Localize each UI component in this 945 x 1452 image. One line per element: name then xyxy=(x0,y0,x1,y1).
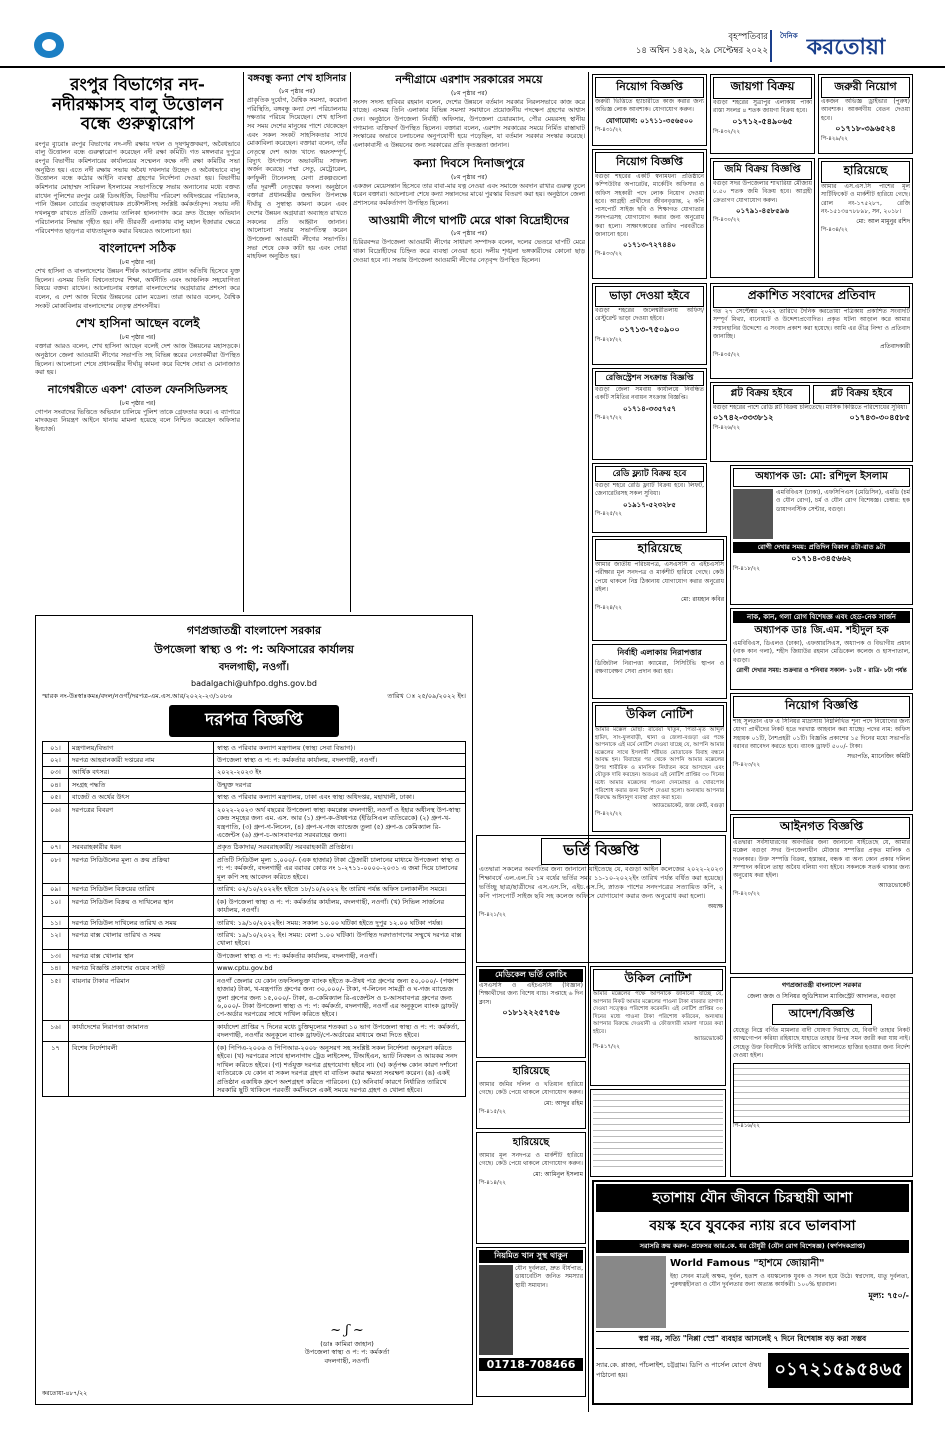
legal-body: এতদ্বারা সর্বসাধারণের অবগতির জন্য জানানো যাইতেছে যে, আমার মক্কেল বগুড়া সদর উপজেলাধীন মৌজার সম্পত্তির প্রকৃত মালিক ও দখলকার। উক্ত সম্পত্তি বিক্রয়, হস্তান্তর, বন্ধক বা অন্য কোন প্রকার দলিল সম্পাদন করিলে তাহা অবৈধ বলিয়া গণ্য হইবে। সকলকে সতর্ক থাকার জন্য অনুরোধ করা হইল। xyxy=(733,839,910,880)
admission-signer: অধ্যক্ষ xyxy=(707,902,723,910)
bigad-address: স্যার.কে. প্লাজা, পাঁচলাইশ, চট্টগ্রাম। ডিপি ও পার্সেল যোগে ঔষধ পাঠানো হয়। xyxy=(596,1361,762,1379)
tender-row xyxy=(43,779,466,791)
lawyer2-body: আমার মক্কেলের পক্ষে আপনাকে জানানো যাচ্ছে যে, আপনার নিকট আমার মক্কেলের পাওনা টাকা বারবার তাগাদা দেওয়া সত্ত্বেও পরিশোধ করেননি। এই নোটিশ প্রাপ্তির ৩০ দিনের মধ্যে পাওনা টাকা পরিশোধ করিবেন, অন্যথায় আপনার বিরুদ্ধে দেওয়ানী ও ফৌজদারী মামলা দায়ের করা হইবে। xyxy=(593,991,723,1035)
tender-cell-v: তারিখ: ১৯/১০/২০২২ ইং। সময়: বেলা ১.০০ ঘটিকা। উপস্থিত দরদাতাগণের সম্মুখে দরপত্র বাক্স খোলা হইবে। xyxy=(214,929,466,950)
urgent-job-title: জরুরী নিয়োগ xyxy=(821,77,910,98)
bigad-phone: ০১৭২১৫৯৫৪৬৫ xyxy=(768,1353,909,1388)
news7-sub: (৮ম পৃষ্ঠার পর) xyxy=(450,173,488,181)
lawyer1-signer: অ্যাডভোকেট, জজ কোর্ট, বগুড়া xyxy=(652,802,724,809)
tender-cell-v: প্রতিটি সিডিউল মূল্য ১,০০০/- (এক হাজার) টাকা ট্রেজারী চালানের মাধ্যমে উপজেলা স্বাস্থ্য ও প: প: কর্মকর্তা, বদলগাছী এর বরাবর কোড নং ১-২৭১১-০০০০-২০৩১ এ জমা দিয়ে চালানের মূল কপি সহ আবেদন করিতে হইবে। xyxy=(214,854,466,883)
tender-email[interactable]: badalgachi@uhfpo.dghs.gov.bd xyxy=(191,679,317,688)
land-sale-phone: ০১৭১২-৫৪৯০৬৫ xyxy=(732,116,793,126)
tender-table xyxy=(42,741,466,1097)
tender-cell-k: বায়নার টাকার পরিমান xyxy=(69,975,214,1021)
tender-signature xyxy=(282,1322,412,1366)
news6-headline: নন্দীগ্রামে এরশাদ সরকারের সময়ে xyxy=(395,73,543,86)
tender-cell-n: ০৬। xyxy=(43,804,69,842)
job1-phone: যোগাযোগ: ০১৭১১-৩৫৬৫০০ xyxy=(605,116,694,125)
masthead xyxy=(0,0,945,68)
lost4-body: আমার মূল সনদপত্র ও মার্কশীট হারিয়ে গেছে। কেউ পেয়ে থাকলে যোগাযোগ করুন। xyxy=(479,1152,583,1168)
tender-cell-k: বাজেট ও অর্থের উৎস xyxy=(69,791,214,803)
notice-filler xyxy=(590,1089,726,1177)
lawyer-notice-1 xyxy=(592,702,727,832)
lost3-title: হারিয়েছে xyxy=(512,1066,550,1077)
lost3-body: আমার জমির দলিল ও খতিয়ান হারিয়ে গেছে। কেউ পেয়ে থাকলে যোগাযোগ করুন। xyxy=(479,1081,583,1097)
news1-body: রংপুর ব্যুরোঃ রংপুর বিভাগের নদ-নদী রক্ষায় দখল ও দূষণমুক্তকরণ, অবৈধভাবে বালু উত্তোলন বন্ধে গুরুত্বারোপ করেছেন নদী রক্ষা কমিটি। গত মঙ্গলবার দুপুরে রংপুর বিভাগীয় কমিশনারের কার্যালয়ের সম্মেলন কক্ষে নদী রক্ষা কমিটির সভা অনুষ্ঠিত হয়। এতে নদী রক্ষায় সভায় অবৈধ দখলদার উচ্ছেদ ও অবৈধভাবে বালু উত্তোলন বন্ধে কঠোর আইনি ব্যবস্থা গ্রহণের নির্দেশনা দেওয়া হয়। বিভাগীয় কমিশনার মোহাম্মদ সাবিরুল ইসলামের সভাপতিত্বে সভায় অন্যান্যের মধ্যে বক্তব্য রাখেন পুলিশের রংপুর রেঞ্জ ডিআইজি, বিভাগীয় পরিবেশ অধিদপ্তরের পরিচালক, পানি উন্নয়ন বোর্ডের তত্ত্বাবধায়ক প্রকৌশলীসহ সংশ্লিষ্ট কর্মকর্তাবৃন্দ। সভায় নদী দখলমুক্ত রাখতে প্রতিটি জেলায় তালিকা হালনাগাদ করে দ্রুত উচ্ছেদ অভিযান পরিচালনার সিদ্ধান্ত গৃহীত হয়। নদী তীরবর্তী এলাকায় বালু মহাল ইজারার ক্ষেত্রে পরিবেশগত ছাড়পত্র বাধ্যতামূলক করার বিষয়েও আলোচনা হয়। xyxy=(35,140,240,235)
herbal-title: নিয়মিত খান সুস্থ থাকুন xyxy=(479,1250,583,1263)
tender-office: উপজেলা স্বাস্থ্য ও প: প: অফিসারের কার্যালয় xyxy=(154,643,354,656)
doctor2-specialty: নাক, কান, গলা রোগ বিশেষজ্ঞ এবং হেড-নেক সার্জন xyxy=(733,611,910,623)
column-divider xyxy=(243,72,244,612)
job-ad-2 xyxy=(592,149,707,279)
tender-cell-k: মন্ত্রণালয়/বিভাগ xyxy=(69,742,214,754)
news-column-2 xyxy=(247,72,347,612)
signature-icon: ~ ʃ ~ xyxy=(330,1323,364,1339)
coaching-title: মেডিকেল ভর্তি কোচিং xyxy=(479,969,583,982)
land-notice-body: বগুড়া সদর উপজেলার শাখারিয়া মৌজায় ৮.৫০ শতক জমি বিক্রয় হবে। আগ্রহী ক্রেতাগণ যোগাযোগ করুন। xyxy=(713,180,812,204)
professor-photo-icon xyxy=(596,1256,666,1328)
tender-cell-k: সরবরাহকারীর ধরন xyxy=(69,841,214,853)
doctor-ad-2 xyxy=(730,608,913,690)
herbal-bottle-icon xyxy=(479,1265,513,1355)
tender-cell-v: ২০২২-২০২৩ ইং xyxy=(214,766,466,778)
lost1-code: পি-৪৩৪/২২ xyxy=(821,227,849,234)
tender-row xyxy=(43,791,466,803)
tender-row xyxy=(43,754,466,766)
land-sale-notice xyxy=(710,158,815,278)
tender-row xyxy=(43,804,466,842)
lost2-title: হারিয়েছে xyxy=(595,539,724,561)
flat-sale-ad xyxy=(592,463,707,533)
plot1-phone: ০১৭৪২-৩৩৩৮১২ xyxy=(713,413,774,423)
lawyer1-title: উকিল নোটিশ xyxy=(595,705,724,727)
land-sale-title: জায়গা বিক্রয় xyxy=(713,77,812,99)
doctor1-photo-icon xyxy=(733,489,773,539)
tender-cell-n: ০৩। xyxy=(43,766,69,778)
rent-phone: ০১৭১৩-৭৫০৯০০ xyxy=(619,324,680,334)
news-column-3 xyxy=(353,72,585,612)
news4-body: গোপন সংবাদের ভিত্তিতে অভিযান চালিয়ে পুলিশ তাকে গ্রেফতার করে। এ ব্যাপারে মাদকদ্রব্য নিয়ন্ত্রণ আইনে থানায় মামলা হয়েছে বলে নিশ্চিত করেছেন অফিসার ইনচার্জ। xyxy=(35,408,240,433)
admission-title: ভর্তি বিজ্ঞপ্তি xyxy=(541,838,661,865)
plot-code: পি-৪২৬/২২ xyxy=(713,425,741,432)
lost3-code: পি-৪১৫/২২ xyxy=(479,1108,507,1115)
news1-headline: রংপুর বিভাগের নদ-নদীরক্ষাসহ বালু উত্তোলন বন্ধে গুরুত্বারোপ xyxy=(51,75,224,135)
land-notice-title: জমি বিক্রয় বিজ্ঞপ্তি xyxy=(713,161,812,180)
tender-cell-n: ০১। xyxy=(43,742,69,754)
flat-title: রেডি ফ্ল্যাট বিক্রয় হবে xyxy=(595,466,704,482)
tender-cell-v: নওগাঁ জেলার যে কোন তফসিলভুক্ত ব্যাংক হইতে ক-ঔষধ পত্র গ্রুপের জন্য ৫০,০০০/- (পঞ্চাশ হাজার) টাকা, খ-যন্ত্রপাতি গ্রুপের জন্য ৩০,০০০/- টাকা, গ-লিনেন সামগ্রী ও ঘ-গজ ব্যান্ডেজ তুলা গ্রুপের জন্য ১৫,০০০/- টাকা, ঙ-কেমিক্যাল রি-এজেন্টস ও চ-আসবাবপত্র গ্রুপের জন্য ৬,০০০/- টাকা উপজেলা স্বাস্থ্য ও প: প: কর্মকর্তা, বদলগাছী, নওগাঁ এর অনুকূলে ব্যাংক ড্রাফট/পে-অর্ডার দরপত্রের সাথে দাখিল করিতে হইবে। xyxy=(214,975,466,1021)
newspaper-brand xyxy=(770,30,920,62)
registration-ad xyxy=(592,368,707,460)
tender-cell-n: ১১। xyxy=(43,917,69,929)
tender-memo: স্মারক নং-উঃস্বাঃকমঃ/বদল/নওগাঁ/দরপত্র-এম.এস.আর/২০২২-২৩/১০৮৬ xyxy=(42,692,233,700)
tender-cell-n: ০৮। xyxy=(43,854,69,883)
job3-signer: সভাপতি, ম্যানেজিং কমিটি xyxy=(847,753,910,761)
rent-body: বগুড়া শহরের জলেশ্বরীতলায় অফিস/রেস্টুরেন্ট ভাড়া দেওয়া হইবে। xyxy=(595,307,704,323)
registration-title: রেজিস্ট্রেশন সংক্রান্ত বিজ্ঞপ্তি xyxy=(595,371,704,386)
security-title: নির্বাহী এলাকায় নিরাপত্তার xyxy=(617,647,702,657)
tender-cell-n: ০৪। xyxy=(43,779,69,791)
tender-office-place: বদলগাছী, নওগাঁ। xyxy=(218,662,290,673)
plot2-title: প্লট বিক্রয় হইবে xyxy=(813,385,910,404)
tender-title: দরপত্র বিজ্ঞপ্তি xyxy=(169,705,339,737)
bigad-price: মূল্য: ৭৫০/- xyxy=(868,1290,909,1300)
header-date: ১৪ অশ্বিন ১৪২৯, ২৯ সেপ্টেম্বর ২০২২ xyxy=(635,46,768,56)
protest-title: প্রকাশিত সংবাদের প্রতিবাদ xyxy=(713,286,910,308)
tender-row xyxy=(43,883,466,895)
signature-name: (ডাঃ কামিরা জাহান) xyxy=(320,1339,374,1348)
news3-sub: (৮ম পৃষ্ঠার পর) xyxy=(119,334,156,342)
lost1-body: আমার এস.এস.সি পাশের মূল সার্টিফিকেট ও মার্কশীট হারিয়ে গেছে। রোল নং-১৭৫২৮৭, রেজি নং-১৫১৩৪৭৮৮৯৮, সন, ২০১৮। xyxy=(821,183,910,215)
job3-title: নিয়োগ বিজ্ঞপ্তি xyxy=(733,696,910,718)
tender-cell-v: উপজেলা স্বাস্থ্য ও প: প: কর্মকর্তার কার্যালয়, বদলগাছী, নওগাঁ। xyxy=(214,754,466,766)
lawyer2-signer: অ্যাডভোকেট xyxy=(694,1036,723,1043)
tender-cell-k: দরপত্রের বিবরণ xyxy=(69,804,214,842)
rent-ad xyxy=(592,283,707,365)
news4-headline: নাগেশ্বরীতে একশ' বোতল ফেনসিডিলসহ xyxy=(47,382,228,396)
plot2-phone: ০১৭৪৩-৩০৪৫৮৫ xyxy=(849,413,910,423)
news2-body: শেখ হাসিনা ও বাংলাদেশের উন্নয়ন শীর্ষক আলোচনায় প্রধান অতিথি হিসেবে যুক্ত ছিলেন। এসময় তিনি বিশ্বনেতাদের শিক্ষা, অর্থনীতি এবং আঞ্চলিক সহযোগিতা বিষয়ে বক্তব্য রাখেন। আলোচনায় বক্তারা বাংলাদেশের অগ্রযাত্রার প্রশংসা করে বলেন, এ দেশ আজ বিশ্বের উন্নয়নের রোল মডেল। তারা আরও বলেন, বৈশ্বিক সংকট মোকাবিলায় বাংলাদেশের নেতৃত্ব প্রশংসনীয়। xyxy=(35,268,240,310)
tender-cell-k: দরপত্র আহবানকারী দপ্তরের নাম xyxy=(69,754,214,766)
news-column-1 xyxy=(35,72,240,612)
registration-code: পি-৪২৭/২২ xyxy=(595,414,623,421)
doctor2-body: এমবিবিএস, ডিএলও (ঢাকা), এফআরসিএস, অধ্যাপক ও বিভাগীয় প্রধান (নাক কান গলা), শহীদ জিয়াউর রহমান মেডিকেল কলেজ ও হাসপাতাল, বগুড়া। xyxy=(733,640,910,664)
tender-cell-v: তারিখ: ০২/১০/২০২২ইং হইতে ১৮/১০/২০২২ ইং তারিখ পর্যন্ত অফিস চলাকালীন সময়ে। xyxy=(214,883,466,895)
bigad-brand: World Famous "হাশমে জোয়ানী" xyxy=(670,1258,825,1269)
court-notice xyxy=(730,977,913,1177)
notice-text-lines xyxy=(593,1092,723,1172)
admission-body: এতদ্বারা সকলের অবগতির জন্য জানানো যাইতেছে যে, বগুড়া আইন কলেজের ২০২২-২০২৩ শিক্ষাবর্ষে এল.এল.বি ১ম বর্ষের ভর্তির সময় ১১-১০-২০২২ইং তারিখ পর্যন্ত বর্ধিত করা হয়েছে। ভর্তিচ্ছু ছাত্র/ছাত্রীদের এস.এস.সি, এইচ.এস.সি, স্নাতক পাশের সনদপত্রের সত্যায়িত কপি, ২ কপি পাসপোর্ট সাইজ ছবি সহ কলেজ অফিসে যোগাযোগ করার জন্য অনুরোধ করা হলো। xyxy=(479,865,723,900)
tender-cell-k: দরপত্র সিডিউল দাখিলের তারিখ ও সময় xyxy=(69,917,214,929)
coaching-phone: ০১৮১২২২৫৭৫৬ xyxy=(502,1007,560,1017)
legal-notice xyxy=(730,814,913,974)
legal-title: আইনগত বিজ্ঞপ্তি xyxy=(733,817,910,839)
herbal-ad xyxy=(476,1247,586,1397)
tender-cell-v: তারিখ: ১৯/১০/২০২২ইং। সময়: সকাল ১০.০০ ঘটিকা হইতে দুপুর ১২.০০ ঘটিকা পর্যন্ত। xyxy=(214,917,466,929)
news5-headline: বঙ্গবন্ধু কন্যা শেখ হাসিনার xyxy=(247,73,347,84)
lost3-name: মো: আব্দুর রহিম xyxy=(543,1099,583,1107)
tender-cell-k: দরপত্র সিডিউলের মূল্য ও ক্রয় প্রক্রিয়া xyxy=(69,854,214,883)
column-divider xyxy=(588,72,589,1412)
lost4-code: পি-৪১৪/২২ xyxy=(479,1179,507,1186)
tender-cell-v: (ক) উপজেলা স্বাস্থ্য ও প: প: কর্মকর্তার কার্যালয়, বদলগাছী, নওগাঁ। (খ) সিভিল সার্জনের কার্যালয়, নওগাঁ। xyxy=(214,896,466,917)
lost1-name: মো: আল মামুনুর রশিদ xyxy=(856,218,910,226)
brand-name: করতোয়া xyxy=(806,34,886,60)
protest-notice xyxy=(710,283,913,379)
urgent-job-code: পি-৪২৯/২২ xyxy=(821,135,849,142)
news3-body: বক্তারা আরও বলেন, শেখ হাসিনা আছেন বলেই দেশ আজ উন্নয়নের মহাসড়কে। অনুষ্ঠানে জেলা আওয়ামী লীগের সভাপতি সহ বিভিন্ন স্তরের নেতাকর্মীরা উপস্থিত ছিলেন। আলোচনা শেষে প্রধানমন্ত্রীর দীর্ঘায়ু কামনা করে বিশেষ দোয়া ও মোনাজাত করা হয়। xyxy=(35,343,240,377)
tender-cell-k: সংগ্রহ পদ্ধতি xyxy=(69,779,214,791)
job-ad-1 xyxy=(592,74,707,146)
job1-title: নিয়োগ বিজ্ঞপ্তি xyxy=(595,77,704,98)
coaching-body: এসএসসি ও এইচএসসি (বিজ্ঞান) শিক্ষার্থীদের জন্য বিশেষ ব্যাচ। সপ্তাহে ৬ দিন ক্লাস। xyxy=(479,982,583,1006)
urgent-job-body: একজন অভিজ্ঞ ড্রাইভার (পুরুষ) আবশ্যক। আকর্ষণীয় বেতন দেওয়া হবে। xyxy=(821,98,910,122)
protest-signer: প্রতিবাদকারী xyxy=(880,343,910,351)
court-table xyxy=(733,1063,910,1123)
land-sale-code: পি-৪৩২/২২ xyxy=(713,128,741,135)
tender-cell-k: আর্থিক বৎসর। xyxy=(69,766,214,778)
flat-code: পি-৪২৫/২২ xyxy=(595,510,623,517)
land-sale-body: বগুড়া শহরের সুত্রাপুর এলাকায় পাকা রাস্তা সংলগ্ন ৪ শতক জায়গা বিক্রয় হবে। xyxy=(713,99,812,115)
tender-row xyxy=(43,929,466,950)
tender-row xyxy=(43,742,466,754)
tender-cell-n: ০২। xyxy=(43,754,69,766)
court-body: যেহেতু নিম্নে বর্ণিত মামলার বাদী ঘোষণা দিয়াছে যে, বিবাদী তাহার নিকট আত্মগোপন করিয়া রহিয়াছে যাহাতে তাহার উপর সমন জারী করা যায় নাই। সেহেতু উক্ত বিবাদীকে নির্দিষ্ট তারিখে আদালতে হাজির হওয়ার জন্য নির্দেশ দেওয়া হইল। xyxy=(733,1027,910,1059)
lost-ad-1 xyxy=(818,158,913,278)
admission-code: পি-৪২১/২২ xyxy=(479,911,507,918)
lost2-code: পি-৪২৪/২২ xyxy=(595,605,623,612)
land-notice-phone: ০১৭৯১-৪৫৮৫৯৬ xyxy=(736,206,789,215)
lost1-title: হারিয়েছে xyxy=(821,161,910,183)
tender-gov: গণপ্রজাতন্ত্রী বাংলাদেশ সরকার xyxy=(186,624,322,637)
news2-headline: বাংলাদেশ সঠিক xyxy=(99,241,176,256)
tender-cell-n: ১৫। xyxy=(43,975,69,1021)
signature-title: উপজেলা স্বাস্থ্য ও প: প: কর্মকর্তা xyxy=(304,1348,390,1357)
tender-row xyxy=(43,854,466,883)
news2-sub: (৮ম পৃষ্ঠার পর) xyxy=(119,259,156,266)
herbal-phone: 01718-708466 xyxy=(479,1358,583,1371)
lawyer1-body: আমার মক্কেল মোছা: রাবেয়া খাতুন, পিতা-মৃত আব্দুল হামিদ, সাং-ফুলবাড়ী, থানা ও জেলা-বগুড়া এর পক্ষে আপনাকে এই মর্মে নোটিশ দেওয়া যাচ্ছে যে, আপনি আমার মক্কেলের সাথে ইসলামী শরীয়ত মোতাবেক বিবাহ বন্ধনে আবদ্ধ হন। বিবাহের পর থেকে আপনি আমার মক্কেলের উপর শারীরিক ও মানসিক নির্যাতন করে আসছেন এবং যৌতুক দাবি করছেন। অতএব এই নোটিশ প্রাপ্তির ৩০ দিনের মধ্যে আমার মক্কেলের পাওনা দেনমোহর ও খোরপোষ পরিশোধ করার জন্য নির্দেশ দেওয়া হলো। অন্যথায় আপনার বিরুদ্ধে আইনানুগ ব্যবস্থা গ্রহণ করা হবে। xyxy=(595,727,724,802)
tender-cell-n: ১২। xyxy=(43,929,69,950)
middle-ad-column xyxy=(476,966,586,1406)
logo-inner-icon xyxy=(42,39,56,51)
herbal-big-ad xyxy=(592,1180,913,1405)
news8-body: চিরিরবন্দর উপজেলা আওয়ামী লীগের সাধারণ সম্পাদক বলেন, দলের ভেতরে ঘাপটি মেরে থাকা বিদ্রোহীদের চিহ্নিত করে ব্যবস্থা নেওয়া হবে। দলীয় শৃঙ্খলা ভঙ্গকারীদের কোনো ছাড় দেওয়া হবে না। সভায় উপজেলা আওয়ামী লীগের নেতৃবৃন্দ উপস্থিত ছিলেন। xyxy=(353,239,585,264)
security-ad xyxy=(592,644,727,699)
tender-cell-n: ১৭ xyxy=(43,1042,69,1097)
tender-cell-v: www.cptu.gov.bd xyxy=(214,962,466,974)
bigad-line3: সরাসরি ক্রয় করুন- প্রফেসর আর.কে. ধর চৌধুরী (যৌন রোগ বিশেষজ্ঞ) (স্বর্ণপদকপ্রাপ্ত) xyxy=(596,1240,909,1253)
job1-code: পি-৪৩১/২২ xyxy=(595,126,623,133)
lawyer-notice-2 xyxy=(590,966,726,1086)
tender-cell-k: কার্যাদেশের নিরাপত্তা জামানত xyxy=(69,1021,214,1042)
news8-sub: (৮ম পৃষ্ঠার পর) xyxy=(450,230,488,238)
herbal-body: যৌন দুর্বলতা, দ্রুত বীর্যপাত, ডায়াবেটিস জনিত সমস্যার স্থায়ী সমাধান। xyxy=(515,1265,583,1289)
tender-cell-k: দরপত্র বাক্স খোলার স্থান xyxy=(69,950,214,962)
protest-code: পি-৪৩৫/২২ xyxy=(713,352,741,359)
tender-cell-n: ১৪। xyxy=(43,962,69,974)
tender-cell-v: প্রকৃত ঠিকাদার/ সরবরাহকারী/ সরবরাহকারী প্রতিষ্ঠান। xyxy=(214,841,466,853)
job-ad-3 xyxy=(730,693,913,811)
flat-phone: ০১৯১৭-৫২৩২৮৫ xyxy=(623,500,676,509)
doctor-ad-1 xyxy=(730,465,913,605)
job2-title: নিয়োগ বিজ্ঞপ্তি xyxy=(595,152,704,173)
tender-cell-k: দরপত্র বাক্স খোলার তারিখ ও সময় xyxy=(69,929,214,950)
tender-cell-k: দরপত্র বিজ্ঞপ্তি প্রকাশের ওয়েব সাইট xyxy=(69,962,214,974)
legal-code: পি-৪২০/২২ xyxy=(733,891,761,898)
job3-code: পি-৪২৩/২২ xyxy=(733,762,761,769)
tender-cell-k: বিশেষ নির্দেশাবলী xyxy=(69,1042,214,1097)
protest-body: গত ২৭ সেপ্টেম্বর ২০২২ তারিখে দৈনিক করতোয়া পত্রিকায় প্রকাশিত সংবাদটি সম্পূর্ণ মিথ্যা, বানোয়াট ও উদ্দেশ্যপ্রণোদিত। প্রকৃত ঘটনা আড়াল করে আমার সম্মানহানির উদ্দেশ্যে এ সংবাদ প্রকাশ করা হয়েছে। আমি এর তীব্র নিন্দা ও প্রতিবাদ জানাচ্ছি। xyxy=(713,308,910,340)
tender-cell-n: ১৬। xyxy=(43,1021,69,1042)
lost-ad-4 xyxy=(476,1132,586,1244)
doctor2-time: রোগী দেখার সময়: শুক্রবার ও শনিবার সকাল- ১০টা - রাত্রি- ৮টা পর্যন্ত xyxy=(736,666,907,674)
tender-code: করতোয়া-৪৮৭/২২ xyxy=(42,1390,88,1397)
brand-small: দৈনিক xyxy=(780,31,798,40)
urgent-job-phone: ০১৭১৮-৩৯৬৫২৪ xyxy=(835,123,896,133)
tender-row xyxy=(43,917,466,929)
bigad-line4: স্বপ্ন নয়, সত্যি "নিপ্পা স্প্রে" ব্যবহার আসলেই ৭ দিনে বিশেষাঙ্গ বড় করা সম্ভব xyxy=(596,1331,909,1349)
tender-cell-v: (ক) পিপিএ-২০০৬ ও পিপিআর-২০০৮ অনুসরণ সহ সংশ্লিষ্ট সকল নির্দেশনা অনুসরণ করিতে হইবে। (খ) দরপত্রের সাথে হালনাগাদ ট্রেড লাইসেন্স, টিআইএন, ভ্যাট নিবন্ধন ও আয়কর সনদ দাখিল করিতে হইবে। (গ) শর্তযুক্ত দরপত্র গ্রহণযোগ্য হইবে না। (ঘ) কর্তৃপক্ষ কোন কারণ দর্শানো ব্যতিরেকে যে কোন বা সকল দরপত্র গ্রহণ বা বাতিল করার ক্ষমতা সংরক্ষণ করেন। (ঙ) একই প্রতিষ্ঠান একাধিক গ্রুপে অংশগ্রহণ করিতে পারিবেন। (চ) অনিবার্য কারণে নির্ধারিত তারিখে সরকারি ছুটি থাকিলে পরবর্তী কর্মদিবসে একই সময়ে দরপত্র গ্রহণ ও খোলা হইবে। xyxy=(214,1042,466,1097)
tender-cell-k: দরপত্র সিডিউল বিক্রয়ের তারিখ xyxy=(69,883,214,895)
court-code: পি-৪১৬/২২ xyxy=(733,1123,761,1130)
news6-body: সংসদ সদস্য হাবিবর রহমান বলেন, দেশের উন্নয়নে বর্তমান সরকার নিরলসভাবে কাজ করে যাচ্ছে। এসময় তিনি এলাকার বিভিন্ন সমস্যা সমাধানে প্রয়োজনীয় পদক্ষেপ গ্রহণের আশ্বাস দেন। অনুষ্ঠানে উপজেলা নির্বাহী অফিসার, উপজেলা চেয়ারম্যান, পৌর মেয়রসহ স্থানীয় গণ্যমান্য ব্যক্তিবর্গ উপস্থিত ছিলেন। বক্তারা বলেন, এরশাদ সরকারের সময়ে নির্মিত রাস্তাঘাট সংস্কারের অভাবে চলাচলের অনুপযোগী হয়ে পড়েছিল, যা বর্তমান সরকার সংস্কার করেছে। এলাকাবাসী এ উন্নয়নের জন্য সরকারের প্রতি কৃতজ্ঞতা জানান। xyxy=(353,98,585,150)
tender-row xyxy=(43,975,466,1021)
bigad-body: ইহা সেবন মাত্রই অক্ষম, দুর্বল, হতাশ ও বয়স্কলোক যুবক ও সবল হয়ে উঠে। স্বপ্নদোষ, ধাতু দুর্বলতা, পুরুষত্বহীনতা ও যৌন দুর্বলতার জন্য অত্যন্ত কার্যকরী। ১০০% হারবাল। xyxy=(670,1273,909,1289)
job1-body: জরুরী ভিত্তিতে হ্যাচারীতে কাজ করার জন্য অভিজ্ঞ লোক আবশ্যক। যোগাযোগ করুন। xyxy=(595,98,704,114)
header-day: বৃহস্পতিবার xyxy=(728,32,768,42)
doctor1-name: অধ্যাপক ডা: মো: রশিদুল ইসলাম xyxy=(733,468,910,487)
tender-cell-v: ২০২২-২০২৩ অর্থ বছরের উপজেলা স্বাস্থ্য কমপ্লেক্স বদলগাছী, নওগাঁ ও ইহার অধীনস্থ উপ-স্বাস্থ্য কেন্দ্র সমূহের জন্য এম. এস. আর (১) গ্রুপ-ক-ঔষধপত্র (ইডিসিএল ব্যতিরেকে) (২) গ্রুপ-খ-যন্ত্রপাতি, (৩) গ্রুপ-গ-লিনেন, (৪) গ্রুপ-ঘ-গজ ব্যান্ডেজ তুলা (৫) গ্রুপ-ঙ কেমিক্যাল রি-এজেন্টস (৬) গ্রুপ-চ-আসবাবপত্র সরবরাহের জন্য। xyxy=(214,804,466,842)
flat-body: বগুড়া শহরে রেডি ফ্ল্যাট বিক্রয় হবে। লিফট, জেনারেটরসহ সকল সুবিধা। xyxy=(595,482,704,498)
legal-signer: অ্যাডভোকেট xyxy=(878,882,910,890)
tender-cell-v: উন্মুক্ত দরপত্র xyxy=(214,779,466,791)
tender-row xyxy=(43,766,466,778)
news8-headline: আওয়ামী লীগে ঘাপটি মেরে থাকা বিদ্রোহীদের xyxy=(368,213,570,227)
urgent-job-ad xyxy=(818,74,913,154)
land-sale-ad xyxy=(710,74,815,154)
doctor2-name: অধ্যাপক ডাঃ জি.এম. শহীদুল হক xyxy=(754,625,889,636)
tender-row xyxy=(43,950,466,962)
lawyer2-title: উকিল নোটিশ xyxy=(593,969,723,991)
admission-ad xyxy=(476,835,726,963)
job2-phone: ০১৭১৩-৭২৭৪৪০ xyxy=(623,241,676,250)
tender-row xyxy=(43,962,466,974)
lost4-title: হারিয়েছে xyxy=(512,1137,550,1148)
news3-headline: শেখ হাসিনা আছেন বলেই xyxy=(75,316,200,331)
tender-cell-v: স্বাস্থ্য ও পরিবার কল্যাণ মন্ত্রণালয় (স্বাস্থ্য সেবা বিভাগ)। xyxy=(214,742,466,754)
court-sub: জেলা জজ ও সিনিয়র জুডিশিয়াল ম্যাজিস্ট্রেট আদালত, বগুড়া xyxy=(747,993,896,1000)
security-body: ডিজিটাল নিরাপত্তা ক্যামেরা, সিসিটিভি স্থাপন ও রক্ষণাবেক্ষণ সেবা প্রদান করা হয়। xyxy=(595,660,724,676)
lost-ad-3 xyxy=(476,1061,586,1129)
tender-row xyxy=(43,896,466,917)
bigad-line2: বয়স্ক হবে যুবকের ন্যায় রবে ভালবাসা xyxy=(649,1218,856,1234)
lost2-name: মো: রায়হান কবির xyxy=(681,596,724,604)
coaching-ad xyxy=(476,966,586,1058)
plot-body: বগুড়া শহরের পাশে রেডি প্লট বিক্রয় চলিতেছে। মাসিক কিস্তিতে পরিশোধের সুবিধা। xyxy=(713,404,908,411)
registration-body: বগুড়া জেলা সমবায় কার্যালয়ে নিবন্ধিত একটি সমিতির নবায়ন সংক্রান্ত বিজ্ঞপ্তি। xyxy=(595,386,704,402)
doctor1-body: এমবিবিএস (ঢাকা), এফসিপিএস (মেডিসিন), এমডি (চর্ম ও যৌন রোগ), চর্ম ও যৌন রোগ বিশেষজ্ঞ। চেম্বার: হক ডায়াগনস্টিক সেন্টার, বগুড়া। xyxy=(776,489,910,513)
news5-body: প্রাকৃতিক দুর্যোগ, বৈশ্বিক সমস্যা, করোনা পরিস্থিতি, বঙ্গবন্ধু কন্যা দেশ পরিচালনায় দক্ষতার পরিচয় দিয়েছেন। শেখ হাসিনা সব সময় দেশের মানুষের পাশে থেকেছেন এবং সকল সংকট সাহসিকতার সাথে মোকাবিলা করেছেন। বক্তারা বলেন, তাঁর নেতৃত্বে দেশ আজ খাদ্যে স্বয়ংসম্পূর্ণ, বিদ্যুৎ উৎপাদনে অভাবনীয় সাফল্য অর্জন করেছে। পদ্মা সেতু, মেট্রোরেল, কর্ণফুলী টানেলসহ মেগা প্রকল্পগুলো তাঁর দূরদর্শী নেতৃত্বের ফসল। অনুষ্ঠানে বক্তারা প্রধানমন্ত্রীর জন্মদিন উপলক্ষে দীর্ঘায়ু ও সুস্বাস্থ্য কামনা করেন এবং দেশের উন্নয়ন অগ্রযাত্রা অব্যাহত রাখতে সকলের প্রতি আহ্বান জানান। আলোচনা সভায় সভাপতিত্ব করেন উপজেলা আওয়ামী লীগের সভাপতি। সভা শেষে কেক কাটা হয় এবং দোয়া মাহফিল অনুষ্ঠিত হয়। xyxy=(247,96,347,261)
news7-body: একজন মেয়েসন্তান হিসেবে তার বাবা-মার যত্ন নেওয়া এবং সমাজে অবদান রাখার গুরুত্ব তুলে ধরেন বক্তারা। আলোচনা শেষে কন্যা সন্তানদের মাঝে পুরস্কার বিতরণ করা হয়। অনুষ্ঠানে জেলা প্রশাসনের কর্মকর্তাগণ উপস্থিত ছিলেন। xyxy=(353,182,585,207)
column-divider xyxy=(350,72,351,612)
lawyer2-code: পি-৪১৭/২২ xyxy=(593,1044,621,1051)
job3-body: শাহ সুলতান এফ এ সিনিয়র মাদ্রাসায় নিম্নলিখিত শূন্য পদে নিয়োগের জন্য যোগ্য প্রার্থীদের নিকট হতে দরখাস্ত আহবান করা যাচ্ছে। পদের নাম: অফিস সহায়ক ০১টি, নৈশপ্রহরী ০১টি। বিজ্ঞপ্তি প্রকাশের ১৫ দিনের মধ্যে সভাপতি বরাবর আবেদন করতে হবে। ব্যাংক ড্রাফট ৫০০/- টাকা। xyxy=(733,718,910,750)
news5-sub: (৮ম পৃষ্ঠার পর) xyxy=(278,87,316,95)
tender-row xyxy=(43,1021,466,1042)
lawyer1-code: পি-৪২২/২২ xyxy=(595,810,623,817)
tender-notice xyxy=(35,615,473,1405)
registration-phone: ০১৭১৪-৩৩৫৭৫৭ xyxy=(623,404,676,413)
tender-cell-n: ০৫। xyxy=(43,791,69,803)
job2-body: বগুড়া শহরের একটি স্বনামধন্য প্রতিষ্ঠানে কম্পিউটার অপারেটর, মার্কেটিং অফিসার ও অফিস সহকারী পদে লোক নিয়োগ দেওয়া হবে। আগ্রহী প্রার্থীদের জীবনবৃত্তান্ত, ২ কপি পাসপোর্ট সাইজ ছবি ও শিক্ষাগত যোগ্যতার সনদপত্রসহ যোগাযোগ করার জন্য অনুরোধ করা হলো। সাক্ষাৎকারের তারিখ পরবর্তীতে জানানো হবে। xyxy=(595,173,704,238)
job2-code: পি-৪৩৩/২২ xyxy=(595,251,623,258)
rent-title: ভাড়া দেওয়া হইবে xyxy=(595,286,704,307)
lost2-body: আমার জাতীয় পরিচয়পত্র, এসএসসি ও এইচএসসি পরীক্ষার মূল সনদপত্র ও মার্কশীট হারিয়ে গেছে। কেউ পেয়ে থাকলে নিম্ন ঠিকানায় যোগাযোগ করার অনুরোধ রইল। xyxy=(595,561,724,593)
court-head: গণপ্রজাতন্ত্রী বাংলাদেশ সরকার xyxy=(781,981,862,989)
court-title: আদেশ/বিজ্ঞপ্তি xyxy=(772,1004,872,1025)
news7-headline: কন্যা দিবসে দিনাজপুরে xyxy=(413,155,525,170)
lost-ad-2 xyxy=(592,536,727,641)
doctor1-code: পি-৪১৮/২২ xyxy=(733,566,761,572)
doctor1-time: রোগী দেখার সময়: প্রতিদিন বিকাল ৪টা-রাত ৯টা xyxy=(733,542,910,553)
tender-row xyxy=(43,1042,466,1097)
land-notice-code: পি-৪৩০/২২ xyxy=(713,216,741,223)
signature-place: বদলগাছী, নওগাঁ। xyxy=(324,1357,370,1366)
tender-cell-n: ০৯। xyxy=(43,883,69,895)
tender-cell-v: স্বাস্থ্য ও পরিবার কল্যাণ মন্ত্রণালয়, ঢাকা এবং স্বাস্থ্য অধিদপ্তর, মহাখালী, ঢাকা। xyxy=(214,791,466,803)
rent-code: পি-৪২৮/২২ xyxy=(595,336,623,343)
tender-cell-n: ১০। xyxy=(43,896,69,917)
news4-sub: (৮ম পৃষ্ঠার পর) xyxy=(119,399,156,407)
tender-memo-line xyxy=(42,691,466,702)
doctor1-phone: ০১৭১৪-৩৪৫৬৬২ xyxy=(791,554,852,563)
plot-sale-ad xyxy=(710,382,913,462)
tender-cell-v: কার্যাদেশ প্রাপ্তির ৭ দিনের মধ্যে চুক্তিমূল্যের শতকরা ১০ ভাগ উপজেলা স্বাস্থ্য ও প: প: কর্মকর্তা, বদলগাছী, নওগাঁর অনুকূলে ব্যাংক ড্রাফট/পে-অর্ডারের মাধ্যমে জমা দিতে হইবে। xyxy=(214,1021,466,1042)
tender-cell-k: দরপত্র সিডিউল বিক্রয় ও দাখিলের স্থান xyxy=(69,896,214,917)
tender-row xyxy=(43,841,466,853)
tender-cell-n: ০৭। xyxy=(43,841,69,853)
bigad-line1: হতাশায় যৌন জীবনে চিরস্থায়ী আশা xyxy=(596,1184,909,1212)
lost4-name: মো: আমিনুল ইসলাম xyxy=(532,1170,583,1178)
news6-sub: (৮ম পৃষ্ঠার পর) xyxy=(450,89,488,97)
tender-cell-n: ১৩। xyxy=(43,950,69,962)
tender-memo-date: তারিখ ঃ ২৫/০৯/২০২২ ইং। xyxy=(387,692,466,700)
tender-cell-v: উপজেলা স্বাস্থ্য ও প: প: কর্মকর্তার কার্যালয়, বদলগাছী, নওগাঁ। xyxy=(214,950,466,962)
plot1-title: প্লট বিক্রয় হইবে xyxy=(713,385,810,404)
